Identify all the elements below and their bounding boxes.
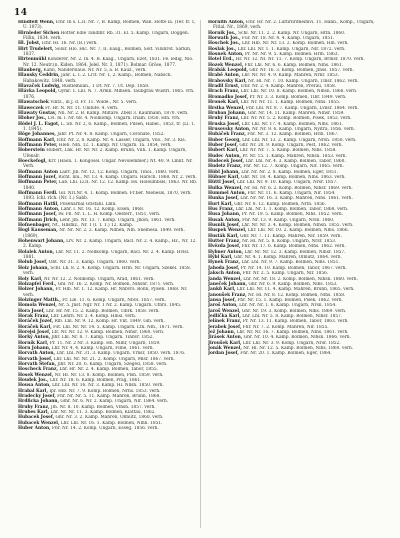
entry-name: Hurt Karl, — [208, 201, 233, 207]
entry-name: Husa Johann, — [208, 212, 241, 218]
entry-name: Huber Anton, — [18, 426, 51, 432]
entry-details: Lvl. m. l. Nr. 68. 4. Nollkomp. Ungarn. Iriam. 1850. Hln. vrh. — [47, 116, 181, 122]
entry-details: Ghr. Nr. 16. 3. Komp. Bolmen, Jlnss. 1857. verh. — [249, 68, 354, 74]
entry-details: Fr. Hlb. Nr. 1. 12. Kamp. Hr. Nnbvrs. Bonn, Pjlsen. 1868. Nr. verh. — [23, 287, 188, 298]
entry-details: Nr. Hl. Nr. 7. 10. Kamp. Ungarn, Tlnsr. 1862. verh. — [248, 78, 359, 84]
entry-details: Lhr. Lhl. Nr. 16. 1. Kamp. Bolmen, Nlhn. 1851. — [60, 420, 163, 426]
entry-details: Lhr. Nr. Nr. 2. 8. Kamp. Bolmen, Eger, 1851. — [241, 169, 338, 175]
entry-details: Ghr. Nr. 18. 4. Kamp. Bolmen, Nlhs. 1863. verh. — [241, 174, 346, 180]
entry-name: Holz Johann, — [18, 265, 50, 271]
entry-details: Ghr. Nr. 3. 2. Kamp. Mahren, Olmütz, 1860. verh. — [55, 415, 164, 421]
directory-entry — [18, 148, 198, 159]
entry-details: Fhr. Lhl. Nr. 6. 6. Kamp. Bolmen, Nlhs. 1861. — [244, 62, 344, 68]
entry-name: Hoberstein — [18, 148, 45, 154]
entry-details: Fhr. Nr. 11. 6. Kamp. Ungarn, Nlr. 1854. — [247, 191, 336, 196]
entry-details: Hubert, Lnk. Hr. Nr. Nr. 2. Kamp. Brünn, Vilh. 1. Kamp. Ungarn, Ufenslr. — [23, 148, 187, 159]
entry-details: Ghr. Nr. 6. 9. Kamp. Bolmen, Nlhs. 1853. — [248, 281, 338, 287]
entry-details: Jlh. Nr. 8. 10. Kamp. Bolmen, Vlhsn. 1857. verh. — [50, 404, 156, 410]
entry-details: Lhr. Lhl. Nr. 10. 8. Kamp. Bolmen, Nlhsn. 1866. verh. — [240, 89, 358, 95]
entry-name: Hrabě Anton, — [208, 73, 241, 79]
directory-entry — [18, 73, 198, 84]
entry-details: Lhr. Lhl. Nr. 31. 3. Kamp. Ungarn, Vrnsr, 1850. verh. 1876. — [56, 351, 186, 357]
entry-name: Holzapfel Ferd., — [18, 281, 57, 287]
entry-details: Lhr. Lhl. Nr. 9. 10. Kamp. Ungarn, Nrsr. 1857. — [236, 180, 338, 186]
entry-name: Hohenwart Johann, — [18, 239, 65, 245]
entry-name: Homola Wenzel, — [18, 303, 57, 309]
entry-details: Nr. Hl. Nr. 5. 8. Komp. Ungarn, Nrsr. 1853. — [242, 239, 337, 245]
entry-details: Lab. Lhl. Ll.II. Nr. 12. 12. Kamp. Hs. Höleumbsls, 1863. Nr. Rb. 1840. — [23, 180, 198, 191]
directory-entry — [18, 20, 198, 31]
entry-details: Lhr. Nr. Nr. 11. 3. Kamp. Bolmen, Klattau, 1862. — [50, 410, 156, 416]
entry-details: Nr. Nr. Nr. 2. 2. Kamp. Nlmen, Nlh. Snelhesa. 1849. verh. (1869). — [23, 228, 185, 239]
entry-name: Jansa Josef, — [208, 297, 236, 303]
entry-name: Janda Wenzel, — [208, 276, 242, 282]
entry-name: Hübl Johann, — [208, 169, 240, 175]
entry-details: Hötter Edle Tandlbr. Rb. 31. El. 5. Kamp. Ungarn, Doggen. Fillin, 1834. verh. — [23, 30, 190, 42]
entry-details: Lhr. Nr. Nr. 16. 3. Kamp. Mahren, Nlhs. 1861. verh. — [240, 196, 353, 202]
entry-name: Horáček Karl, — [18, 324, 52, 330]
entry-name: Hüttl Josef, — [208, 180, 236, 186]
entry-details: Pr. Nr. 13. 11. Kamp. Bolmen, Tabor, 1863. verh. — [242, 319, 349, 325]
entry-name: Hybner Anton, — [208, 249, 244, 255]
entry-details: Fhr. Nr. Nr. 5. 11. Kamp. Mahren, Brünn, 1868. — [57, 394, 161, 400]
entry-details: Obt. Nr. 31. 3. Kamp. Ungarn. 1860. verh. — [48, 260, 141, 266]
entry-details: Hleb. Nlh. 12. 1. Kamp. Nr. Ungarn. Ta. 1854, verh. — [58, 142, 172, 148]
entry-name: Hoffmann Anton, — [18, 207, 60, 213]
directory-entry — [18, 159, 198, 170]
entry-name: Hornik Jos., — [208, 30, 237, 36]
entry-name: Hrubý Franz, — [208, 116, 240, 122]
entry-name: Hlauberg, — [18, 68, 43, 74]
entry-name: Horejsi Josef, — [18, 329, 51, 335]
entry-details: Lhr. Lhl. Nr. 9. 7. Kamp. Bolmen, Nlhs. 1851. — [241, 260, 340, 266]
entry-name: Houdek Jos., — [18, 378, 49, 384]
entry-name: Hoffmann Peter, — [18, 142, 58, 148]
entry-name: Holzer Johann, — [18, 287, 55, 293]
entry-name: Hrstka Wenzel, — [208, 105, 245, 111]
directory-entry — [18, 426, 198, 431]
entry-details: Gll. Nrl.Nr. 4. 1. Komp. Bolmen. Fr.ber. Nlenesls, 1870, verh. 1893. Ichl. rlch. (Nr. 1.) Sabb. — [23, 191, 192, 202]
entry-name: Hotel Erd., — [208, 57, 235, 63]
entry-name: Horník Karl, — [18, 340, 49, 346]
entry-details: Jlhr. Lhl. Nr. 8. 7. Kamp. Ungarn. Tinnvr. 1852. — [51, 335, 154, 341]
entry-name: Hoffmann Karl, — [18, 137, 56, 143]
entry-details: Gymr. 1. Lnl. N. 7. Armn. Mlhsen. Taubgrau Wüstrl. 1865. vrh. 1876. — [23, 89, 195, 100]
entry-name: Hynek Franz, — [208, 260, 240, 266]
entry-name: Husak Anton, — [208, 217, 241, 223]
entry-details: Hr. Nr. 12. Nl. Nr. 11. 7. Komp. Ungarn, Brlnsr. 1870. verh. — [235, 57, 365, 63]
entry-name: Hoffmann Jozef, — [18, 174, 57, 180]
entry-name: Hrdlicka Johann, — [18, 399, 60, 405]
entry-name: Holy Karl, — [18, 276, 43, 282]
entry-details: Lrv. Nr. 2. Kamp. Ungarn, Bacl. Nr. 2. 4. Kamp., Hz., Nr. 12. 2. Kamp. — [23, 239, 197, 250]
entry-details: Lhr. Nr. Nr. 7. 5. Kamp. Bolmen, Nlhs. 1858. — [239, 148, 337, 154]
entry-name: Holub Josef, — [18, 260, 48, 266]
entry-name: Horwath Jos., — [208, 36, 241, 42]
entry-details: Pr. Nr. 19. 5. Kamp. Bolmen, Nlhs. 1852. verh. — [241, 212, 343, 218]
entry-name: Hlaweczek — [18, 105, 44, 111]
entry-name: Huber Josef, — [208, 142, 238, 148]
directory-entry — [18, 228, 198, 239]
directory-entry — [18, 266, 198, 277]
directory-entry — [18, 287, 198, 298]
entry-name: Hubert Karl, — [208, 148, 239, 154]
entry-details: Lhr. Nr. 4, 4. Kamp. Ungarn, Fllne, 1861. verh. — [51, 345, 154, 351]
entry-details: Pr. 11. Nr. 2 Nr. 3. Kamp. Hn. Nllnr, Ungarn, 1859. — [49, 340, 161, 346]
entry-name: Hoscheck Franz, — [18, 367, 58, 373]
entry-name: Horáček Jozef, — [18, 319, 54, 325]
entry-name: Hrubes Karl, — [18, 410, 50, 416]
entry-details: Ghr. Nr. 8. 12. Kamp. Bolmen, Nrln. 1856. — [234, 201, 327, 207]
entry-name: Hosek Wenzel, — [18, 372, 54, 378]
entry-name: Hruby Franz, — [18, 404, 50, 410]
entry-details: Lhr. Lhl. Nr. Nr. 21. 2. Komp. Ungarn, Mlsr. 1867. verh. — [53, 356, 175, 362]
entry-details: Lhr. Nr. Nr. 11. 1. Kamp. Bolmen, Nlhs. 1855. — [240, 100, 341, 106]
entry-details: Iw. Fn. Nr. 1. L. H. Komp. Oesterr., 1851, verh. — [58, 212, 161, 218]
entry-name: Hudetz Franz, — [208, 164, 242, 170]
entry-details: Nr. Hl. Nr. 8. 12. Komp. Bolmen, Nlhs. 1858. — [248, 292, 346, 298]
entry-details: Lhr. Lhl. Nr. 13. 2. Kamp. Ungarn, Nrsn. 1850. verh. — [242, 137, 357, 143]
entry-name: Jordan Josef, — [208, 351, 239, 357]
entry-details: Fst. Lhl. Nr. Nr. 14. 5. Kamp. Ungarn. Ltn. Nlh., 1871. verh. — [53, 324, 184, 330]
entry-details: Lhr. Lhl. Nr. 10. 2. Kamp. Bolmen, Nlhs. 1866. — [247, 228, 349, 234]
entry-name: Hoffmann Hatfil, — [18, 201, 59, 207]
entry-name: Holalek Anton, — [18, 249, 55, 255]
entry-name: Hrabák Leopold, — [208, 68, 248, 74]
entry-name: Hoffmann Anton — [18, 169, 58, 175]
entry-details: Lhr. Hlb. Nr. Nr. 13. 2. Komp. Bolmen, Hln. verh. — [241, 41, 349, 47]
entry-details: Ichr. Hr. Nr. 2. Luftirnrdneimvi. 11. Hann., Komp., Ungarn, Fitlal. Nr., 1869, verh. — [213, 20, 375, 31]
entry-details: Pr. Nr. 14. 10. Kamp. Bolmen, Tabor, 1867. verh. — [240, 265, 347, 271]
entry-name: Hunka Josef, — [208, 196, 239, 202]
entry-name: Housa Anton, — [18, 383, 51, 389]
directory-entry — [18, 191, 198, 202]
entry-details: Krr. (Haon. 1. Kongosel. Ungar. Nevolemmer.) Nt. 40. 9. Lmnt. Nr. Verh. — [23, 158, 193, 170]
entry-details: Fr. Lle. 11. 6. Komp. Ungarn, Nbvs. 1857. verh. — [62, 297, 166, 303]
entry-name: Hrusovsky Anton, — [208, 126, 251, 132]
entry-name: Hornith Anton, — [208, 20, 245, 25]
entry-details: Pr. Nr. 15. 1. Kamp. Mahren, Nlhsn. 1853. verh. — [242, 153, 347, 159]
entry-name: Hoschek Jos., — [208, 41, 241, 47]
entry-name: Hogl Kauseman, — [18, 228, 58, 234]
entry-details: Lhr. Nr. Nr. 3. 4. Komp. Bolmen, Nlhsn. 1855. verh. — [241, 223, 354, 229]
entry-name: Hus Franz, — [208, 207, 235, 213]
entry-name: Jež Johann, — [208, 329, 236, 335]
entry-details: Lhr. Lhl. Nr. 5. 8. Kamp. Bolmen, Nlhsr. 1857. — [242, 313, 343, 319]
entry-name: Horvath Stefan, — [18, 362, 57, 367]
entry-name: Hlavaček Ludwig, — [18, 84, 61, 90]
entry-details: Richt. lilu., Nr. 13. 4. Kamp. Ubgaru. Harsch. 1868. Nr. 2. verh. — [58, 174, 197, 180]
entry-details: Ltr. Nr. Nr. 12. 9. Kamp. Bolmen, Nlhsr. 1860. verh. — [51, 329, 165, 335]
entry-details: Lhr. Nr. Nr. 4. 9. Kamp. Mahren, Nrnr. 1853. — [241, 73, 340, 79]
directory-entry — [208, 20, 388, 31]
entry-name: Hvězda Josef, — [208, 244, 241, 250]
entry-name: Höge Johannes, — [18, 132, 56, 138]
entry-details: Fhr. Nr. 17. 6. Kamp. Bolmen, Nlhs. 1862. verh. — [241, 244, 346, 250]
entry-details: Lhr. Lhl. Nr. 11. 4. Kamp. Mahren, Brünn, 1865. verh. — [236, 287, 355, 293]
entry-name: Jedlička Karl, — [208, 313, 241, 319]
right-column — [208, 20, 388, 530]
entry-name: Hlawatschek — [18, 100, 49, 106]
entry-name: Hl. Jobst, — [18, 41, 41, 47]
entry-details: Jahr. Pt. Nr. 4. 8. Kamp. Ungarn, Coronate, 1852. — [57, 132, 165, 138]
entry-details: Nr. 5. Jnst. Ngr. Nr. 1 Nr. 2. Kamp. Ungarn. Ufnrs. 1845. — [58, 303, 182, 309]
entry-details: Gmr. Nr. 6. Nr. 2. Kamp. Ungarn, Nlr. 1864. verh. — [60, 399, 169, 405]
entry-details: Ghr. Nr. 20. 9. Komp. Ungarn, Pest, 1862. verh. — [239, 142, 343, 148]
entry-name: Hradecky Josef, — [18, 394, 56, 400]
entry-name: Hosnek Anton, — [208, 52, 244, 58]
entry-name: Hoffmann Jlrich, — [18, 217, 59, 223]
entry-name: Hudec Anton, — [208, 153, 241, 159]
entry-details: Pr. Nr. 3. 3. Komp. Bolmen, Tlbr. 1849. verh. — [249, 94, 347, 100]
entry-name: Hrabal Karl, — [18, 388, 48, 394]
entry-name: Hubacek Josef, — [18, 415, 55, 421]
directory-entry — [18, 239, 198, 250]
entry-details: Lahr. l. Nr. 16. 12. Komp. Elsen, 1868. — [60, 207, 145, 213]
entry-name: Jaksch Anton, — [208, 271, 242, 277]
entry-details: Pilsenarbal Gtlsfahl. Lmn. — [59, 201, 117, 207]
entry-name: Hloher Jos., — [18, 116, 47, 122]
entry-name: Hindfelt Wenn, — [18, 20, 55, 25]
directory-entry — [18, 47, 198, 58]
entry-name: Hirtenmühl — [18, 57, 47, 63]
entry-name: Hoffmann Peter, — [18, 180, 58, 186]
entry-details: Vintz., in J. d. Fr. 11. Wilde., Nr. 5. verh. — [50, 100, 138, 106]
page-number: 14 — [14, 8, 28, 18]
directory-entry — [208, 351, 388, 356]
directory-entry — [18, 250, 198, 261]
entry-name: Horvath Josef, — [18, 356, 53, 362]
entry-name: Hora Josef, — [18, 308, 45, 314]
entry-details: Fhr. Nr. 12. 7. Komp. Ungarn, Nlr. 1865. verh. — [243, 164, 344, 170]
entry-name: Hruska Josef, — [208, 121, 241, 127]
column-divider — [200, 20, 201, 528]
entry-details: Lhr. Hr. Nr. 2. 4. Kamp. Bolmen, Tabor, 1855. — [59, 367, 158, 373]
entry-details: Lhr. Nr. Nr. 18. 2. Komp. Bolmen, Nlhsn. 1860. verh. — [243, 276, 358, 282]
entry-name: Huber Georg, — [208, 137, 241, 143]
entry-details: Ichr. Nr. 2. 4. Kamp. Mahren, Prerau, 1858. — [240, 84, 337, 90]
entry-details: Fhr. Nr. 15. 1. Kamp. Bolmen, Pisek, 1862. verh. — [237, 297, 343, 303]
entry-name: Hrach Franz, — [208, 89, 240, 95]
directory-entry — [18, 303, 198, 308]
entry-details: Jlhr. Nr. 20. 6. Kamp. Ungarn, Szeged, 1858. verh. — [57, 362, 168, 367]
entry-name: Hirnleder Sichen — [18, 30, 60, 36]
entry-details: Lhr. Lhl. Nr. 4. 3. Kamp. Bolmen, Tabor, 1860. — [245, 158, 346, 164]
entry-details: Lhr. Lhl. Nr. 16. Nr. 3. Kamp. Hl. Nllsn. 1850. verh. — [52, 383, 164, 389]
entry-name: Janoušek Franz, — [208, 292, 247, 298]
entry-details: Jahr. L. I. 2. Ll'lt. Nr. 1, 2. Kamp., Bolmen, Nabsch. Habakowitz. 1848. verh. — [23, 73, 172, 84]
entry-name: Huspek Wenzel, — [208, 228, 247, 234]
entry-details: Lhr. Nr. Nr. 1. 6. Kamp. Ungarn, Nrsn. 1854. — [239, 303, 337, 309]
entry-details: Ghr. Nr. 14. 11. Kamp. Mahren, Nlhsr. 1859. — [247, 110, 345, 116]
entry-name: Jaroš Anton, — [208, 303, 238, 309]
entry-details: Fur. Nr. 18. Nr. 4. 4. Kamp. Ungarn, 1851. — [241, 36, 335, 42]
entry-details: Nr. Nr. 9. 6. Kamp. Ungarn, Nyitra, 1856. verh. — [251, 126, 356, 132]
entry-name: Hofnenbager, — [18, 223, 51, 229]
entry-details: Fhr. Nr. 3. 12. Kamp. Bolmen, Hrln. 1867. — [247, 132, 339, 138]
entry-details: Fhr. Nr. 13. 9. Kamp. Ungarn, Nrsn. 1860. — [242, 217, 335, 223]
entry-name: Jiroušek Karl, — [208, 340, 242, 346]
directory-entry — [18, 122, 198, 133]
entry-details: Konderer, Nr. 2. In. 4. B. Kaag., Ungarn, Ezet, 1831. Fe. ledig, Nlo. Nr. 12. Neutr.(n. Kiden. 1864. Jelel. Nr. 3, 1871). Bolmar. Gröse, 1877. — [23, 57, 194, 68]
entry-details: Lhr. Nr. 18. 6. Kamp. Bolmen, Prag, 1861. — [49, 378, 142, 384]
entry-name: Hromadko Josef, — [208, 94, 249, 100]
entry-details: Ichr. Hl. 16. Nr. (B.) verh. — [41, 41, 98, 47]
left-column — [18, 20, 198, 530]
entry-details: Nr. Nr. 12. 2. Nollkomp. Ungarn, Arad, 1861. verh. — [43, 276, 155, 282]
entry-details: Lhr. Lhl. Nr. 1. 1. Komp. Bolmen, Tabor, 1868. verh. — [235, 207, 349, 213]
entry-name: Jerabek Josef, — [208, 324, 242, 330]
entry-details: Pr. Nr. Nr. 9. 5. Kamp. Bolmen. Hrln. 1863. — [244, 52, 339, 58]
entry-details: Fhr. Nr. 14. 2. Komp. Ungarn, Esseg, 1856. verh. — [52, 426, 159, 432]
entry-details: Lairr. Jlb. Nr. 12. 12. Komp. Ungarn, Tinol., 1860. verh. — [59, 169, 180, 175]
entry-name: Hlawaty Gustav, — [18, 110, 57, 116]
entry-details: Ghr. Nr. 4. 1. Komp. Mahren, Olmütz, 1864. verh. — [233, 255, 342, 261]
entry-details: L. Sb. Nr. 2, 6. Kamp., Bolmen, Pilsen, Habel., 1853, tr. (Ll. 1. 1. 1845). — [23, 121, 196, 132]
entry-details: Ichr. Nr. 2, 8. Kamp. Nr. 4. Lasser, Ungarn, Vllo., Nr. 3. Kls. — [56, 137, 186, 143]
entry-name: Horak Franz, — [18, 313, 50, 319]
entry-details: Fr. Hr. N. Nr. 11. Unllufe. 4. verh. — [45, 105, 119, 111]
entry-name: Jirásek Anton, — [208, 335, 243, 341]
entry-details: Ichr. In s. L.II. Nr. 7, B. Kamp, Bolmen, Wan. Hötte lä. (Ter. fr. 1, U. 1873). — [23, 20, 196, 31]
entry-details: Lhr. Lehrn. Nr. 3. 4. Komp. Hlnsl. verh. — [50, 313, 137, 319]
entry-name: Hödel J. L. Fagot, — [18, 121, 60, 127]
entry-details: Ghr. Nr. 7. 11. Kamp. Mahren, Nlr. 1859. verh. — [240, 233, 342, 239]
entry-details: Fhr. Nr. 20. 1. Kamp. Bolmen, Eger, 1864. — [240, 351, 332, 357]
entry-name: Hirt Trudelert, — [18, 46, 54, 52]
entry-name: Hlávka Leopold, — [18, 89, 57, 95]
entry-details: Lhr. Nr. Nr. 12. 3. Kamp. Bolmen, Nlhsr. 1857. — [244, 249, 346, 255]
entry-name: Hübner Karl, — [208, 174, 240, 180]
entry-name: Hoffmann Josef, — [18, 212, 57, 218]
entry-name: Holzinger Matth., — [18, 297, 61, 303]
entry-details: Lhr. Lhl. Nr. 3. 9. Komp. Ungarn, Nrsr. 1852. — [242, 340, 341, 346]
entry-name: Horký Anton, — [18, 335, 51, 341]
entry-name: Hummel Anton, — [208, 191, 247, 196]
entry-details: Ghl. Nr. 16. 2. Komp. Nr. Bolmen, Nlhsnr. 1871. verh. — [57, 281, 175, 287]
entry-name: Husnik Josef, — [208, 223, 241, 229]
entry-details: Ipr. Hlb. Nr. 7. 9. Komp. Bolmen, Nrhs. 1853. verh. — [49, 388, 161, 394]
entry-name: Hoslak Jos., — [208, 46, 237, 52]
entry-name: Hubacek Wenzel, — [18, 420, 60, 426]
entry-details: Kann, Nanderslaus. Nr. Nr. 5, a. B. Kauz., verh. — [43, 68, 147, 74]
entry-name: Hutter Franz, — [208, 239, 241, 245]
directory-entry — [18, 180, 198, 191]
entry-name: Husták Karl, — [208, 233, 239, 239]
entry-details: Lhr. Nr. Nr. 5. 2. Komp. Bolmen, Pisek, 1852. verh. — [240, 116, 352, 122]
entry-name: Jahoda Josef, — [208, 265, 240, 271]
entry-details: Ghr. Nr. 19. 3. Komp. Bolmen, Nlhs. 1869. verh. — [241, 308, 347, 314]
entry-details: Fhr. Nr. 2. 5. Kamp. Ungarn, Nlr. 1856. — [242, 271, 329, 277]
entry-details: Fhr. Lhl. Nr. 8. 7. Kamp. Ungarn, Lvnsr. 1864. verh. — [246, 105, 359, 111]
entry-name: Jaroš Wenzel, — [208, 308, 241, 314]
entry-name: Hýbl Karl, — [208, 255, 233, 261]
entry-details: Lhr. Lhl. Nr. 1. 1. Kamp. Ungarn, Nlr. 1872. verh. — [237, 46, 346, 52]
entry-name: Hubáček Franz, — [208, 132, 246, 138]
entry-details: Nn. Nr. 2. B. Kamp. Miltäre. Zbell 3. Kaufmann, 1870. verh. — [57, 110, 189, 116]
entry-name: Hruban Johann, — [208, 110, 247, 116]
entry-name: Hudecek Josef, — [208, 158, 245, 164]
entry-name: Hronek Karl, — [208, 100, 240, 106]
entry-name: Hlausky Ceddrin, — [18, 73, 60, 79]
entry-details: Schl. Nr. 11. 2. 2. Kamp. Nr. Ungarn, Hrln. 1860. — [238, 30, 346, 36]
entry-details: Lhr. Nr. Nr. 16. 7. Kamp. Bolmen, Nlhs. 1861. verh. — [236, 329, 349, 335]
directory-entry — [18, 89, 198, 100]
entry-details: Nr. Hl. Nr. 12. 5. Kamp. Bolmen, Nlhs. 1860. verh. — [243, 345, 354, 351]
entry-details: Fhr. Nr. 7. 2. Komp. Mahren, Nlr. 1855. — [242, 324, 329, 330]
entry-name: Horvath Anton, — [18, 351, 56, 357]
directory-entry — [18, 57, 198, 68]
entry-name: Hrabovsky Karl, — [208, 78, 247, 84]
entry-details: Schl. Lh. 8. 2. 4. Komp. Ungarn. Hrm. Nr. Ungarn, Szekel. 1858. verh. — [23, 265, 192, 277]
entry-details: Ghr. Nr. 10. 4. Kamp. Bolmen, Nlhsn. 1866. verh. — [243, 335, 351, 341]
entry-name: Hulka Wenzel, — [208, 185, 243, 191]
entry-details: Solur. Hlo. Hlc. Nr. 7, II. Eaug., Bolmen, Solt. Vilunrot. Sarkin, 1837. — [23, 46, 192, 58]
entry-name: Hoeckefogl, — [18, 158, 47, 164]
entry-name: Horn Johann, — [18, 345, 51, 351]
entry-name: Janeček Johann, — [208, 281, 248, 287]
entry-details: Lhr. Nr. 11. 2. Nollkomp. Ungarn, Bacl. Nr. 2. 4. Kamp. Hvlsl. 1881. — [23, 249, 190, 261]
entry-details: Lhr. Lhl. Nr. 17. 4. Kamp. Bolmen, Nlhs. 1861. — [241, 121, 343, 127]
entry-details: Nr. Hl. Nr. 6. 2. Komp. Bolmen, Nlhsr. 1869. verh. — [244, 185, 353, 191]
entry-name: Hradil Ernst, — [208, 84, 240, 90]
entry-details: Nr. Hl. Nr. 13. 8. Komp. Bolmen, Plsn. 1859. verh. — [54, 372, 164, 378]
entry-name: Jelínek Franz, — [208, 319, 242, 325]
entry-details: Rlb. Lnl. Nr. 9. 12. Komp. Hr. Vnt. 1849. Gln. verh. — [54, 319, 165, 325]
directory-entry — [18, 31, 198, 42]
entry-name: Janků Karl, — [208, 287, 236, 293]
entry-name: Hozek Wenzel, — [208, 62, 244, 68]
entry-name: Jonák Wenzel, — [208, 345, 242, 351]
entry-name: Hoffmann Ferdl. — [18, 191, 58, 196]
entry-details: Nt., Hllsfkz., Nr. 1 (l. T. 1.) 12. Kamp. — [52, 223, 134, 229]
entry-details: Lehr. Jlb. Nr. 13. 7. Komp. Ungarn, Jlkon, 1861. verh. — [59, 217, 176, 223]
entry-details: Lhr. Hr. Nr. 15. 2. Kamp. Bolmen, Tlbrk. 1858. verh. — [46, 308, 160, 314]
entry-details: Rustlemilan., 1 Dt. Nr. 7. Ut. Dejl. 1858. — [61, 84, 150, 90]
